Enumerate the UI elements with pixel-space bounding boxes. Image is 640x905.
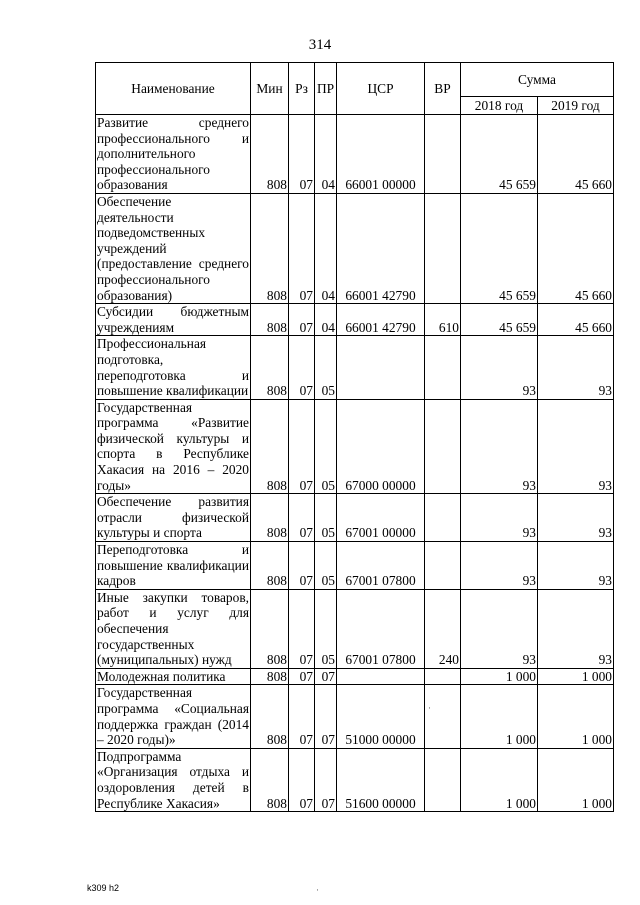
cell-min: 808	[251, 668, 289, 685]
scan-mark: ·	[428, 703, 431, 713]
cell-2019: 1 000	[538, 748, 614, 811]
cell-rz: 07	[289, 494, 315, 542]
cell-rz: 07	[289, 304, 315, 336]
cell-2019: 45 660	[538, 193, 614, 303]
table-row	[96, 304, 614, 336]
cell-csr: 66001 42790	[337, 193, 425, 303]
cell-2019: 1 000	[538, 685, 614, 748]
cell-min: 808	[251, 542, 289, 590]
header-year-2019: 2019 год	[538, 97, 614, 115]
cell-csr: 67001 07800	[337, 589, 425, 668]
table-row	[96, 542, 614, 590]
cell-rz: 07	[289, 399, 315, 494]
cell-name: Переподготовка и повышение квалификации кадров	[97, 542, 249, 589]
page-number: 314	[308, 37, 332, 53]
cell-name: Государственная программа «Развитие физической культуры и спорта в Республике Хакасия на 2016 – 2020 годы»	[97, 399, 249, 493]
cell-name: Обеспечение деятельности подведомственных учреждений (предоставление среднего профессионального образования)	[97, 193, 249, 303]
cell-rz: 07	[289, 542, 315, 590]
cell-vr	[425, 542, 461, 590]
cell-csr	[337, 336, 425, 399]
cell-pr: 04	[315, 115, 337, 194]
header-csr: ЦСР	[337, 63, 425, 115]
cell-2019: 45 660	[538, 304, 614, 336]
header-row	[96, 63, 614, 97]
cell-vr: 240	[425, 589, 461, 668]
cell-vr	[425, 115, 461, 194]
cell-min: 808	[251, 494, 289, 542]
cell-pr: 07	[315, 748, 337, 811]
header-rz: Рз	[289, 63, 315, 115]
table-row	[96, 336, 614, 399]
cell-csr: 51000 00000	[337, 685, 425, 748]
cell-vr	[425, 494, 461, 542]
cell-2018: 1 000	[461, 685, 538, 748]
header-year-2018: 2018 год	[461, 97, 538, 115]
cell-vr	[425, 748, 461, 811]
budget-table	[95, 62, 614, 812]
header-name: Наименование	[96, 63, 251, 115]
cell-vr	[425, 336, 461, 399]
cell-min: 808	[251, 685, 289, 748]
cell-rz: 07	[289, 685, 315, 748]
table-row	[96, 685, 614, 748]
cell-2018: 45 659	[461, 304, 538, 336]
cell-csr: 67001 07800	[337, 542, 425, 590]
cell-2018: 93	[461, 589, 538, 668]
header-vr: ВР	[425, 63, 461, 115]
cell-csr: 66001 00000	[337, 115, 425, 194]
cell-vr: 610	[425, 304, 461, 336]
cell-pr: 04	[315, 193, 337, 303]
cell-2019: 93	[538, 399, 614, 494]
cell-2018: 1 000	[461, 668, 538, 685]
table-row	[96, 748, 614, 811]
cell-csr: 67000 00000	[337, 399, 425, 494]
cell-vr	[425, 399, 461, 494]
cell-min: 808	[251, 304, 289, 336]
cell-rz: 07	[289, 115, 315, 194]
cell-name: Субсидии бюджетным учреждениям	[97, 304, 249, 335]
cell-pr: 07	[315, 685, 337, 748]
cell-pr: 05	[315, 542, 337, 590]
cell-2018: 45 659	[461, 115, 538, 194]
cell-min: 808	[251, 399, 289, 494]
cell-2018: 93	[461, 399, 538, 494]
cell-rz: 07	[289, 193, 315, 303]
footer-code: k309 h2	[87, 883, 120, 893]
cell-csr: 67001 00000	[337, 494, 425, 542]
cell-min: 808	[251, 336, 289, 399]
header-pr: ПР	[315, 63, 337, 115]
cell-2019: 93	[538, 494, 614, 542]
cell-name: Государственная программа «Социальная поддержка граждан (2014 – 2020 годы)»	[97, 685, 249, 748]
cell-name: Обеспечение развития отрасли физической культуры и спорта	[97, 494, 249, 541]
table-row	[96, 115, 614, 194]
table-row	[96, 668, 614, 685]
cell-2019: 93	[538, 589, 614, 668]
cell-csr: 51600 00000	[337, 748, 425, 811]
cell-pr: 05	[315, 336, 337, 399]
cell-2018: 45 659	[461, 193, 538, 303]
cell-csr	[337, 668, 425, 685]
cell-min: 808	[251, 748, 289, 811]
header-min: Мин	[251, 63, 289, 115]
cell-csr: 66001 42790	[337, 304, 425, 336]
cell-pr: 04	[315, 304, 337, 336]
cell-rz: 07	[289, 668, 315, 685]
cell-2019: 45 660	[538, 115, 614, 194]
cell-2018: 1 000	[461, 748, 538, 811]
cell-vr	[425, 668, 461, 685]
cell-min: 808	[251, 589, 289, 668]
table-row	[96, 494, 614, 542]
table-row	[96, 193, 614, 303]
cell-pr: 05	[315, 399, 337, 494]
cell-2019: 93	[538, 542, 614, 590]
header-sum: Сумма	[461, 63, 614, 97]
table-row	[96, 589, 614, 668]
cell-pr: 05	[315, 589, 337, 668]
cell-rz: 07	[289, 336, 315, 399]
cell-2019: 93	[538, 336, 614, 399]
cell-min: 808	[251, 193, 289, 303]
cell-2018: 93	[461, 542, 538, 590]
cell-name: Подпрограмма «Организация отдыха и оздоровления детей в Республике Хакасия»	[97, 748, 249, 811]
cell-pr: 05	[315, 494, 337, 542]
cell-2018: 93	[461, 494, 538, 542]
cell-name: Молодежная политика	[96, 668, 251, 685]
scan-mark: ·	[316, 885, 319, 895]
cell-rz: 07	[289, 589, 315, 668]
cell-2019: 1 000	[538, 668, 614, 685]
cell-rz: 07	[289, 748, 315, 811]
cell-min: 808	[251, 115, 289, 194]
table-row	[96, 399, 614, 494]
cell-vr	[425, 193, 461, 303]
cell-name: Иные закупки товаров, работ и услуг для обеспечения государственных (муниципальных) нужд	[97, 589, 249, 668]
cell-vr	[425, 685, 461, 748]
cell-2018: 93	[461, 336, 538, 399]
cell-name: Профессиональная подготовка, переподготовка и повышение квалификации	[97, 336, 249, 399]
cell-name: Развитие среднего профессионального и дополнительного профессионального образования	[97, 115, 249, 193]
cell-pr: 07	[315, 668, 337, 685]
